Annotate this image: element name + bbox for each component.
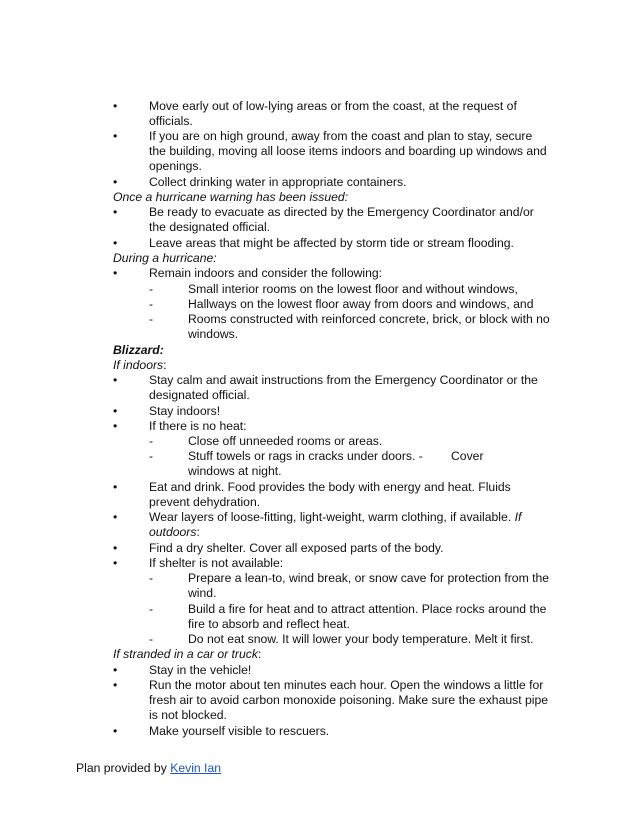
text-line: Collect drinking water in appropriate containers. <box>149 175 407 189</box>
section-heading-car: If stranded in a car or truck: <box>113 647 262 661</box>
bullet: • <box>113 373 118 387</box>
bullet: • <box>113 678 118 692</box>
text-line: Prepare a lean-to, wind break, or snow cave for protection from the <box>188 571 550 585</box>
text-line: windows at night. <box>188 464 282 478</box>
text-line: Build a fire for heat and to attract attention. Place rocks around the <box>188 602 547 616</box>
bullet: • <box>113 175 118 189</box>
text-line: Stay indoors! <box>149 404 221 418</box>
dash: - <box>149 632 154 646</box>
bullet: • <box>113 205 118 219</box>
text-line: outdoors: <box>149 525 200 539</box>
text-line: prevent dehydration. <box>149 495 261 509</box>
bullet: • <box>113 419 118 433</box>
text-line: Eat and drink. Food provides the body with energy and heat. Fluids <box>149 480 511 494</box>
bullet: • <box>113 404 118 418</box>
section-heading-indoors: If indoors: <box>113 358 167 372</box>
text-line: Rooms constructed with reinforced concrete, brick, or block with no <box>188 312 550 326</box>
bullet: • <box>113 129 118 143</box>
text-line: Cover <box>451 449 484 463</box>
footer <box>76 761 221 776</box>
text-line: Remain indoors and consider the following: <box>149 266 383 280</box>
text-line: If there is no heat: <box>149 419 247 433</box>
section-heading-during: During a hurricane: <box>113 251 217 265</box>
dash: - <box>149 449 154 463</box>
bullet: • <box>113 541 118 555</box>
text-line: windows. <box>188 327 239 341</box>
bullet: • <box>113 663 118 677</box>
text-line: Close off unneeded rooms or areas. <box>188 434 383 448</box>
text-line: the building, moving all loose items indoors and boarding up windows and <box>149 144 547 158</box>
text-line: Wear layers of loose-fitting, light-weight, warm clothing, if available. If <box>149 510 522 524</box>
text-line: fresh air to avoid carbon monoxide poisoning. Make sure the exhaust pipe <box>149 693 549 707</box>
bullet: • <box>113 236 118 250</box>
footer-text: Plan provided by <box>76 761 171 775</box>
text-line: Stay in the vehicle! <box>149 663 252 677</box>
dash: - <box>149 312 154 326</box>
text-line: Small interior rooms on the lowest floor and without windows, <box>188 282 518 296</box>
text-line: the designated official. <box>149 220 271 234</box>
bullet: • <box>113 510 118 524</box>
text-line: Run the motor about ten minutes each hour. Open the windows a little for <box>149 678 544 692</box>
text-line: Stay calm and await instructions from the Emergency Coordinator or the <box>149 373 538 387</box>
bullet: • <box>113 724 118 738</box>
text-line: designated official. <box>149 388 250 402</box>
text-line: Leave areas that might be affected by storm tide or stream flooding. <box>149 236 514 250</box>
text-line: Stuff towels or rags in cracks under doors. - <box>188 449 423 463</box>
text-line: Hallways on the lowest floor away from doors and windows, and <box>188 297 534 311</box>
text-line: openings. <box>149 159 202 173</box>
text-line: Make yourself visible to rescuers. <box>149 724 330 738</box>
text-line: Find a dry shelter. Cover all exposed parts of the body. <box>149 541 444 555</box>
author-link[interactable]: Kevin Ian <box>170 761 222 775</box>
section-heading-blizzard: Blizzard: <box>113 343 164 357</box>
dash: - <box>149 602 154 616</box>
text-line: If you are on high ground, away from the coast and plan to stay, secure <box>149 129 533 143</box>
text-line: officials. <box>149 114 193 128</box>
text-line: Move early out of low-lying areas or from the coast, at the request of <box>149 99 517 113</box>
text-line: fire to absorb and reflect heat. <box>188 617 350 631</box>
text-line: If shelter is not available: <box>149 556 284 570</box>
bullet: • <box>113 99 118 113</box>
dash: - <box>149 434 154 448</box>
text-line: Do not eat snow. It will lower your body temperature. Melt it first. <box>188 632 534 646</box>
bullet: • <box>113 480 118 494</box>
dash: - <box>149 282 154 296</box>
text-line: is not blocked. <box>149 708 227 722</box>
bullet: • <box>113 556 118 570</box>
text-line: wind. <box>188 586 217 600</box>
text-line: Be ready to evacuate as directed by the Emergency Coordinator and/or <box>149 205 534 219</box>
dash: - <box>149 571 154 585</box>
bullet: • <box>113 266 118 280</box>
section-heading-warning: Once a hurricane warning has been issued: <box>113 190 349 204</box>
dash: - <box>149 297 154 311</box>
